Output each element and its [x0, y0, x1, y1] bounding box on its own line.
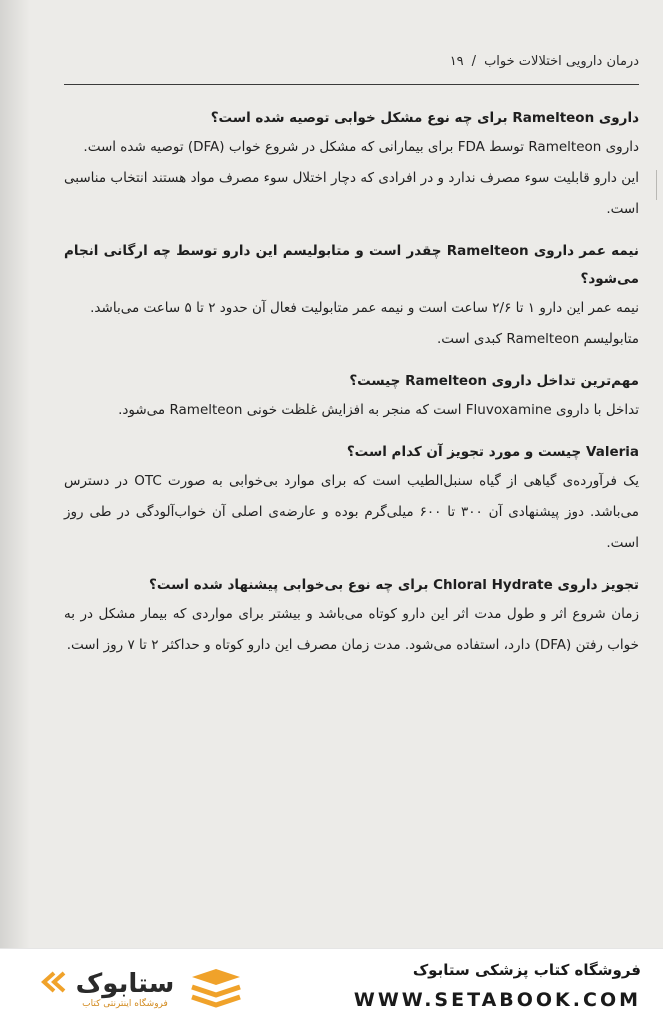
page-header	[64, 54, 639, 69]
question-heading: مهم‌ترین تداخل داروی Ramelteon چیست؟	[349, 373, 639, 389]
answer-paragraph: داروی Ramelteon توسط FDA برای بیمارانی که مشکل در شروع خواب (DFA) توصیه شده است.	[83, 139, 639, 155]
answer-paragraph: زمان شروع اثر و طول مدت اثر این دارو کوتاه می‌باشد و بیشتر برای مواردی که بیمار مشکل در به خواب رفتن (DFA) دارد، استفاده می‌شود. مدت زمان مصرف این دارو کوتاه و حداکثر ۲ تا ۷ روز است.	[64, 606, 639, 653]
question-heading: Valeria چیست و مورد تجویز آن کدام است؟	[346, 444, 639, 460]
qa-section	[64, 438, 639, 559]
qa-section	[64, 367, 639, 426]
answer-paragraph: تداخل با داروی Fluvoxamine است که منجر به افزایش غلظت خونی Ramelteon می‌شود.	[118, 402, 639, 418]
book-stack-icon	[188, 967, 244, 1011]
qa-section	[64, 237, 639, 355]
header-rule	[64, 84, 639, 85]
answer	[64, 132, 639, 225]
logo-tagline: فروشگاه اینترنتی کتاب	[82, 999, 168, 1009]
page-number: ۱۹	[449, 54, 464, 69]
spine-shadow	[0, 0, 30, 948]
answer	[64, 599, 639, 661]
question-heading: تجویز داروی Chloral Hydrate برای چه نوع بی‌خوابی پیشنهاد شده است؟	[148, 577, 639, 593]
header-separator: /	[471, 54, 477, 69]
double-chevron-icon	[40, 971, 68, 993]
answer-paragraph: یک فرآورده‌ی گیاهی از گیاه سنبل‌الطیب است که برای موارد بی‌خوابی به صورت OTC در دسترس می‌باشد. دوز پیشنهادی آن ۳۰۰ تا ۶۰۰ میلی‌گرم بوده و عارضه‌ی اصلی آن خواب‌آلودگی در طی روز است.	[64, 473, 639, 551]
page-edge-mark	[656, 170, 663, 200]
answer	[64, 466, 639, 559]
question-heading: داروی Ramelteon برای چه نوع مشکل خوابی توصیه شده است؟	[210, 110, 639, 126]
store-name: فروشگاه کتاب پزشکی ستابوک	[412, 961, 641, 979]
answer-paragraph: نیمه عمر این دارو ۱ تا ۲/۶ ساعت است و نیمه عمر متابولیت فعال آن حدود ۲ تا ۵ ساعت می‌باشد.	[90, 300, 639, 316]
logo-wordmark: ستابوک	[75, 969, 175, 999]
answer	[64, 395, 639, 426]
answer-paragraph: این دارو قابلیت سوء مصرف ندارد و در افرادی که دچار اختلال سوء مصرف مواد هستند انتخاب مناسبی است.	[64, 170, 639, 217]
store-logo[interactable]	[30, 963, 280, 1015]
question-heading: نیمه عمر داروی Ramelteon چقدر است و متابولیسم این دارو توسط چه ارگانی انجام می‌شود؟	[64, 243, 640, 287]
page-content	[64, 104, 639, 673]
answer	[64, 293, 639, 355]
chapter-title: درمان دارویی اختلالات خواب	[484, 54, 639, 69]
qa-section	[64, 104, 639, 225]
qa-section	[64, 571, 639, 661]
store-url-link[interactable]: WWW.SETABOOK.COM	[353, 989, 641, 1011]
store-footer	[0, 948, 663, 1025]
answer-paragraph: متابولیسم Ramelteon کبدی است.	[437, 331, 639, 347]
